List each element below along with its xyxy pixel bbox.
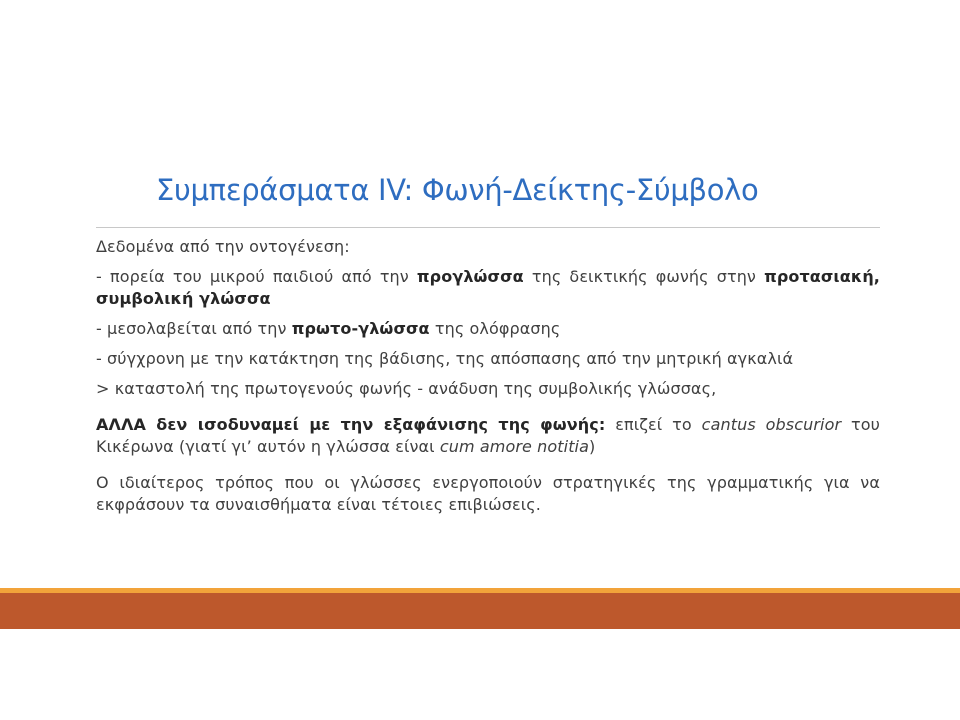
text-run: επιζεί το: [605, 415, 702, 434]
text-run: - σύγχρονη με την κατάκτηση της βάδισης, της απόσπασης από την μητρική αγκαλιά: [96, 349, 794, 368]
bold-term: πρωτο-γλώσσα: [291, 319, 430, 338]
text-run: της ολόφρασης: [429, 319, 561, 338]
italic-term: cum amore notitia: [439, 437, 590, 456]
paragraph-path: [96, 266, 880, 310]
text-run: ): [589, 437, 596, 456]
text-run: του Κικέρωνα (γιατί γι’ αυτόν η γλώσσα είναι: [96, 415, 880, 456]
paragraph-mediation: [96, 318, 880, 340]
text-run: Ο ιδιαίτερος τρόπος που οι γλώσσες ενεργοποιούν στρατηγικές της γραμματικής για να εκφράσουν τα συναισθήματα είναι τέτοιες επιβιώσεις.: [96, 473, 880, 514]
italic-term: cantus obscurior: [701, 415, 842, 434]
paragraph-synchronous: [96, 348, 880, 370]
bold-term: ΑΛΛΑ δεν ισοδυναμεί με την εξαφάνισης της φωνής:: [96, 415, 606, 434]
bold-term: προτασιακή, συμβολική γλώσσα: [96, 267, 880, 308]
paragraph-suppression: [96, 378, 880, 400]
text-run: - μεσολαβείται από την: [96, 319, 292, 338]
slide-title: Συμπεράσματα IV: Φωνή-Δείκτης-Σύμβολο: [156, 173, 759, 207]
paragraph-conclusion: [96, 472, 880, 516]
slide-body: [96, 236, 880, 524]
bold-term: προγλώσσα: [416, 267, 524, 286]
text-run: > καταστολή της πρωτογενούς φωνής - ανάδυση της συμβολικής γλώσσας,: [96, 379, 717, 398]
title-divider: [96, 227, 880, 228]
paragraph-ontogeny-intro: [96, 236, 880, 258]
footer-band: [0, 593, 960, 629]
text-run: - πορεία του μικρού παιδιού από την: [96, 267, 417, 286]
text-run: Δεδομένα από την οντογένεση:: [96, 237, 350, 256]
paragraph-but: [96, 414, 880, 458]
text-run: της δεικτικής φωνής στην: [523, 267, 765, 286]
